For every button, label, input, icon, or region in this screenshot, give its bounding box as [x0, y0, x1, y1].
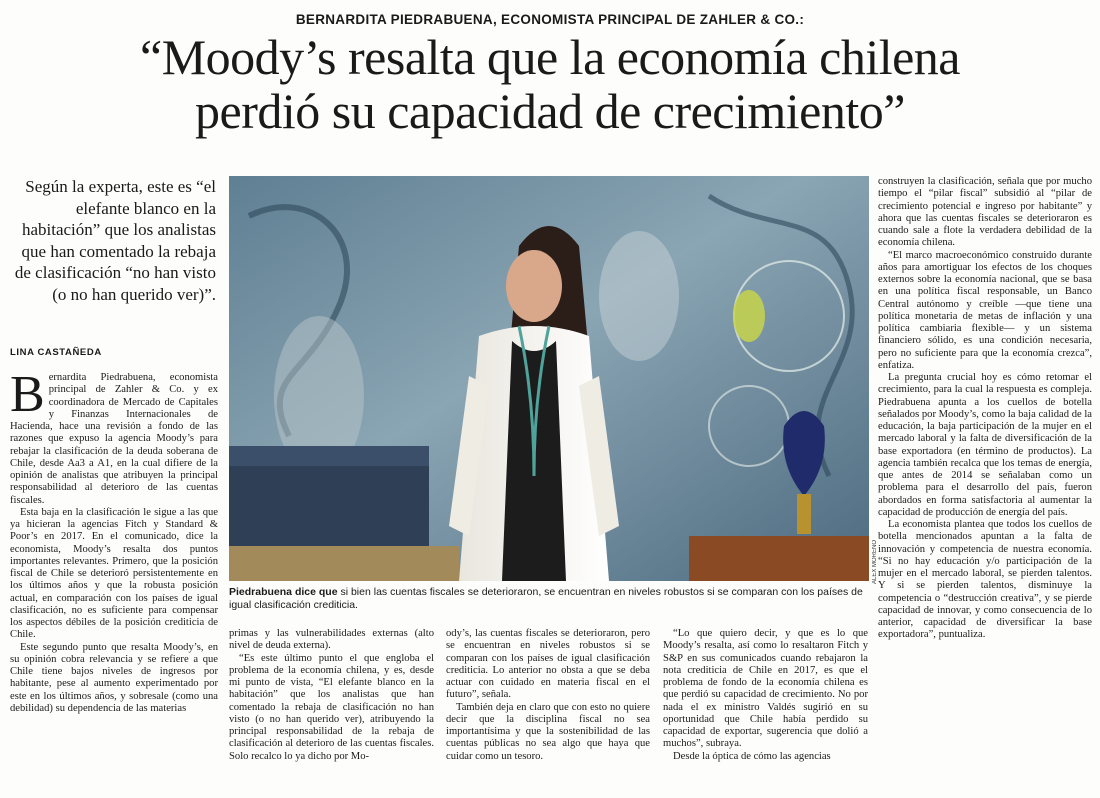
body-paragraph: Este segundo punto que resalta Moody’s, en su opinión cobra relevancia y se refiere a que Chile tiene bajos niveles de ingresos por habitante, pese al aumento experimentado por este en los últimos años, y sobresale (como una debilidad) su dependencia de las materias	[10, 641, 218, 714]
body-paragraph: “Es este último punto el que engloba el problema de la economía chilena, y es, desde mi punto de vista, “El elefante blanco en la habitación” que los analistas que han comentado la rebaja de clasificación no han visto (o no han querido ver), atribuyendo la principal responsabilidad de la rebaja de clasificación al deterioro de las cuentas fiscales. Solo recalco lo ya dicho por Mo-	[229, 652, 434, 762]
body-paragraph: “Lo que quiero decir, y que es lo que Moody’s resalta, así como lo resaltaron Fitch y S&P en sus comunicados cuando rebajaron la nota crediticia de Chile en 2017, es que el problema de fondo de la economía chilena es que perdió su capacidad de crecimiento. No por nada el ex ministro Valdés sugirió en su oportunidad que Chile había perdido su capacidad de exportar, sugerencia que dolió a muchos”, subraya.	[663, 628, 868, 750]
body-paragraph: Esta baja en la clasificación le sigue a las que ya hicieran la agencias Fitch y Standard & Poor’s en 2017. En el comunicado, dice la economista, Moody’s resalta dos puntos importantes relevantes. Primero, que la posición fiscal de Chile se deterioró persistentemente en los últimos años y que la robusta posición actual, en comparación con los países de igual clasificación, no es suficiente para compensar los aspectos débiles de la posición crediticia de Chile.	[10, 506, 218, 641]
body-paragraph: ody’s, las cuentas fiscales se deterioraron, pero se encuentran en niveles robustos si se comparan con los países de igual clasificación crediticia. Lo anterior no obsta a que se deba actuar con cuidado en materia fiscal en el futuro”, señala.	[446, 628, 650, 701]
body-paragraph	[10, 372, 218, 507]
headline-line-2: perdió su capacidad de crecimiento”	[195, 83, 905, 139]
body-paragraph: Desde la óptica de cómo las agencias	[673, 750, 831, 762]
photo-caption	[229, 586, 869, 611]
drop-cap: B	[10, 372, 45, 423]
body-paragraph: La pregunta crucial hoy es cómo retomar el crecimiento, para la cual la respuesta es compleja. Piedrabuena apunta a los cuellos de botella señalados por Moody’s, como la baja calidad de la educación, la baja participación de la mujer en el mercado laboral y la falta de diversificación de la base exportadora (en término de productos). La agencia también recalca que los temas de energía, que antes de 2014 se señalaban como un problema para el desarrollo del país, fueron abordados en forma satisfactoria al aumentar la capacidad de producción de energía del país.	[878, 372, 1092, 518]
body-paragraph: También deja en claro que con esto no quiere decir que la disciplina fiscal no sea importantísima y que la sostenibilidad de las cuentas públicas no sea algo que haya que cuidar como un tesoro.	[446, 701, 650, 762]
body-column-5	[878, 176, 1092, 792]
headline-line-1: “Moody’s resalta que la economía chilena	[140, 29, 960, 85]
body-column-1	[10, 372, 218, 792]
caption-text: si bien las cuentas fiscales se deterioraron, se encuentran en niveles robustos si se comparan con los países de igual clasificación crediticia.	[229, 586, 863, 611]
caption-lead: Piedrabuena dice que	[229, 586, 338, 598]
body-paragraph: “El marco macroeconómico construido durante años para amortiguar los efectos de los choques externos sobre la economía nacional, que se basa en una política fiscal responsable, un Banco Central autónomo y creíble —que tiene una política monetaria de metas de inflación y una política cambiaria flexible— y un sistema financiero sólido, es una condición necesaria, pero no suficiente para que la economía crezca”, enfatiza.	[878, 249, 1092, 371]
article-kicker: BERNARDITA PIEDRABUENA, ECONOMISTA PRINCIPAL DE ZAHLER & CO.:	[295, 12, 805, 27]
body-paragraph-text: ernardita Piedrabuena, economista principal de Zahler & Co. y ex coordinadora de Mercado de Capitales y Finanzas Internacionales de Hacienda, hace una revisión a fondo de las razones que expuso la agencia Moody’s para rebajar la clasificación de la deuda soberana de Chile, desde Aa3 a A1, en la cual difiere de la opinión de analistas que atribuyen la principal responsabilidad al deterioro de las cuentas fiscales.	[10, 372, 218, 506]
photo-illustration	[229, 176, 869, 581]
byline: LINA CASTAÑEDA	[10, 347, 102, 358]
photo-credit: ALEX MORENO	[872, 540, 878, 585]
body-column-4	[663, 628, 868, 794]
article-photo	[229, 176, 869, 581]
body-column-3	[446, 628, 650, 794]
body-column-2	[229, 628, 434, 794]
article-deck: Según la experta, este es “el elefante blanco en la habitación” que los analistas que han comentado la rebaja de clasificación “no han visto (o no han querido ver)”.	[14, 177, 216, 304]
body-paragraph: La economista plantea que todos los cuellos de botella mencionados apuntan a la falta de innovación y competencia de nuestra economía. “Si no hay educación y/o participación de la mujer en el mercado laboral, se pierden talentos. Y si se pierden talentos, disminuye la competencia o “destrucción creativa”, y se pierde capacidad de innovar, y como consecuencia de lo anterior, capacidad de diversificar la base exportadora”, puntualiza.	[878, 519, 1092, 641]
body-paragraph: primas y las vulnerabilidades externas (alto nivel de deuda externa).	[229, 628, 434, 652]
article-headline	[20, 30, 1080, 138]
body-paragraph: construyen la clasificación, señala que por mucho tiempo el “pilar fiscal” subsidió al “pilar de crecimiento potencial e ingreso por habitante” y ahora que las cuentas fiscales se deterioraron es cuando sale a flote la verdadera debilidad de la economía chilena.	[878, 176, 1092, 249]
